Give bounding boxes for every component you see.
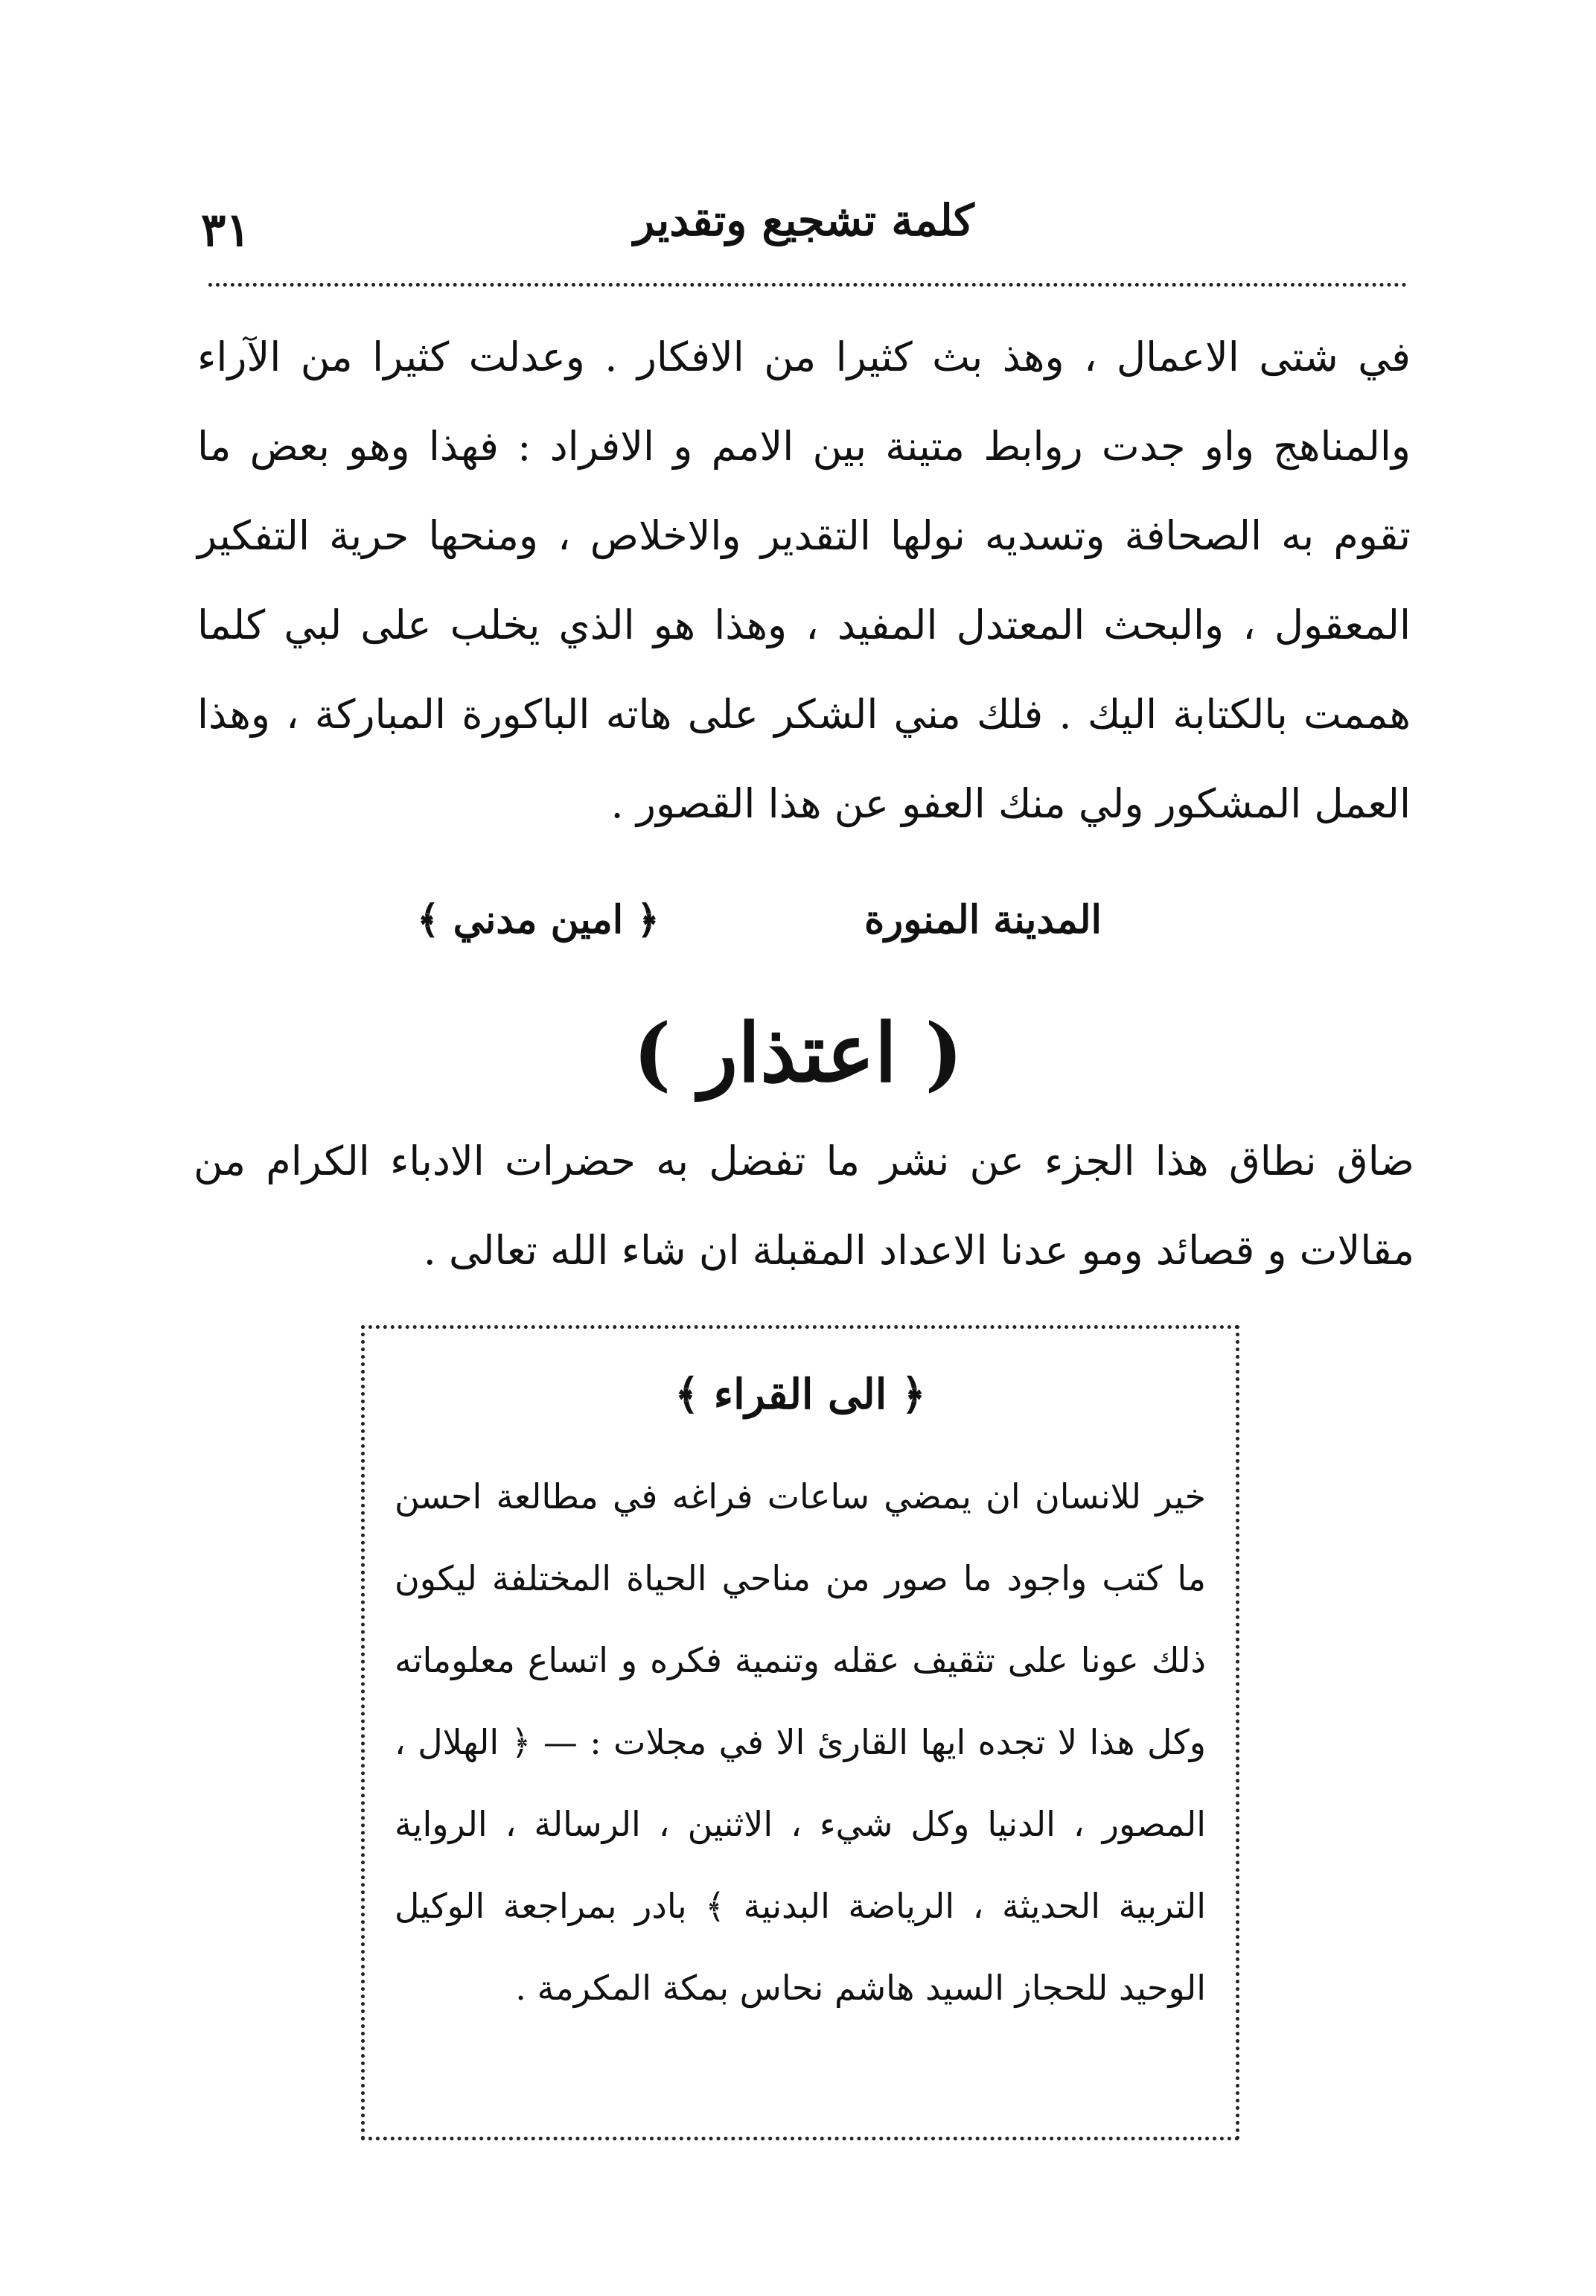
running-title: كلمة تشجيع وتقدير — [633, 195, 974, 246]
signature-place: المدينة المنورة — [864, 897, 1102, 943]
page-header — [201, 195, 1407, 262]
apology-paragraph: ضاق نطاق هذا الجزء عن نشر ما تفضل به حضرات الادباء الكرام من مقالات و قصائد ومو عدنا الاعداد المقبلة ان شاء الله تعالى . — [194, 1138, 1414, 1274]
apology-heading: ( اعتذار ) — [633, 1007, 963, 1100]
advertisement-body — [395, 1455, 1206, 2029]
article-body — [197, 313, 1411, 849]
advertisement-paragraph: خير للانسان ان يمضي ساعات فراغه في مطالعة احسن ما كتب واجود ما صور من مناحي الحياة المختلفة ليكون ذلك عونا على تثقيف عقله وتنمية فكره و اتساع معلوماته وكل هذا لا تجده ايها القارئ الا في مجلات : — ﴿ الهلال ، المصور ، الدنيا وكل شيء ، الاثنين ، الرسالة ، الرواية التربية الحديثة ، الرياضة البدنية ﴾ بادر بمراجعة الوكيل الوحيد للحجاز السيد هاشم نحاس بمكة المكرمة . — [395, 1476, 1206, 2008]
advertisement-title: ﴿ الى القراء ﴾ — [674, 1370, 926, 1419]
apology-body — [194, 1117, 1414, 1295]
signature-name: ﴿ امين مدني ﴾ — [417, 897, 660, 943]
signature-line — [417, 897, 1102, 964]
header-divider — [208, 283, 1407, 287]
article-paragraph: في شتى الاعمال ، وهذ بث كثيرا من الافكار . وعدلت كثيرا من الآراء والمناهج واو جدت روابط متينة بين الامم و الافراد : فهذا وهو بعض ما تقوم به الصحافة وتسديه نولها التقدير والاخلاص ، ومنحها حرية التفكير المعقول ، والبحث المعتدل المفيد ، وهذا هو الذي يخلب على لبي كلما هممت بالكتابة اليك . فلك مني الشكر على هاته الباكورة المباركة ، وهذا العمل المشكور ولي منك العفو عن هذا القصور . — [197, 334, 1411, 827]
page-number: ٣١ — [201, 203, 251, 257]
advertisement-box — [361, 1325, 1239, 2140]
